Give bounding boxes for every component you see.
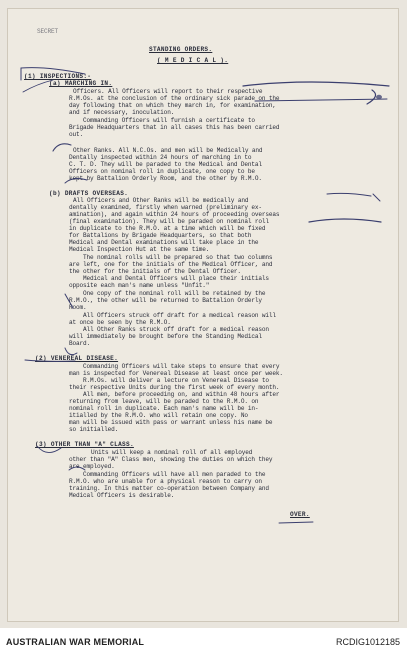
line: All men, before proceeding on, and within 48 hours after xyxy=(83,391,280,398)
line: in duplicate to the R.M.O. at a time which will be fixed xyxy=(69,225,266,232)
line: R.M.Os. will deliver a lecture on Venereal Disease to xyxy=(83,377,269,384)
pencil-annotations xyxy=(7,8,399,622)
line: training. In this matter co-operation between Company and xyxy=(69,485,269,492)
line: for Battalions by Brigade Headquarters, so that both xyxy=(69,232,252,239)
line: Commanding Officers will take steps to ensure that every xyxy=(83,363,280,370)
page-title: STANDING ORDERS. xyxy=(149,46,213,53)
line: Officers on nominal roll in duplicate, one copy to be xyxy=(69,168,255,175)
pencil-stroke xyxy=(279,522,313,523)
line: One copy of the nominal roll will be retained by the xyxy=(83,290,266,297)
line: man will be issued with pass or warrant unless his name be xyxy=(69,419,273,426)
line: nominal roll in duplicate. Each man's name will be in- xyxy=(69,405,259,412)
pencil-stroke xyxy=(65,179,87,183)
line: (b) DRAFTS OVERSEAS. xyxy=(49,190,129,197)
line: itialled by the R.M.O. who will retain one copy. No xyxy=(69,412,248,419)
pencil-stroke xyxy=(65,294,73,308)
line: The nominal rolls will be prepared so that two columns xyxy=(83,254,273,261)
pencil-stroke xyxy=(327,193,371,196)
line: Medical Officers is desirable. xyxy=(69,492,175,499)
pencil-stroke xyxy=(69,467,85,470)
pencil-stroke xyxy=(37,446,61,453)
pencil-stroke xyxy=(65,348,77,355)
record-id: RCDIG1012185 xyxy=(335,637,400,647)
line: Units will keep a nominal roll of all employed xyxy=(91,449,253,456)
line: Medical and Dental examinations will take place in the xyxy=(69,239,259,246)
line: Brigade Headquarters that in all cases this has been carried xyxy=(69,124,280,131)
line: are employed. xyxy=(69,463,115,470)
pencil-stroke xyxy=(23,80,53,92)
line: C. T. D. They will be paraded to the Medical and Dental xyxy=(69,161,262,168)
line: amination), and again within 24 hours of proceeding overseas xyxy=(69,211,280,218)
line: Dentally inspected within 24 hours of marching in to xyxy=(69,154,252,161)
line: (3) OTHER THAN "A" CLASS. xyxy=(35,441,134,448)
line: are left, one for the initials of the Medical Officer, and xyxy=(69,261,273,268)
line: Room. xyxy=(69,304,87,311)
line: R.M.O., the other will be returned to Battalion Orderly xyxy=(69,297,262,304)
document-page xyxy=(7,8,399,622)
line: their respective Units during the first week of every month. xyxy=(69,384,280,391)
line: will immediately be brought before the Standing Medical xyxy=(69,333,262,340)
pencil-stroke xyxy=(255,99,387,101)
line: day following that on which they march in, for examination, xyxy=(69,102,276,109)
pencil-stroke xyxy=(53,144,71,151)
pencil-stroke xyxy=(21,68,85,74)
line: opposite each man's name unless "Unfit." xyxy=(69,282,210,289)
line: All Officers and Other Ranks will be medically and xyxy=(73,197,249,204)
line: other than "A" Class men, showing the duties on which they xyxy=(69,456,273,463)
page-subtitle: ( M E D I C A L ). xyxy=(157,57,229,64)
line: man is inspected for Venereal Disease at least once per week. xyxy=(69,370,283,377)
pencil-stroke xyxy=(25,360,75,361)
pencil-stroke xyxy=(367,90,376,104)
pencil-stroke xyxy=(309,219,381,222)
line: kept by Battalion Orderly Room, and the other by R.M.O. xyxy=(69,175,262,182)
line: R.M.Os. at the conclusion of the ordinary sick parade on the xyxy=(69,95,280,102)
line: (1) INSPECTIONS:- xyxy=(24,73,92,80)
line: R.M.O. who are unable for a physical reason to carry on xyxy=(69,478,262,485)
line: Board. xyxy=(69,340,91,347)
line: and if necessary, inoculation. xyxy=(69,109,175,116)
line: Commanding Officers will have all men paraded to the xyxy=(83,471,266,478)
line: (final examination). They will be paraded on nominal roll xyxy=(69,218,269,225)
stamp-text: SECRET xyxy=(37,28,59,35)
pencil-stroke xyxy=(243,82,389,86)
line: dentally examined, firstly when warned (preliminary ex- xyxy=(69,204,262,211)
line: All Other Ranks struck off draft for a medical reason xyxy=(83,326,269,333)
line: Medical Inspection Hut at the same time. xyxy=(69,246,210,253)
line: at once be seen by the R.M.O. xyxy=(69,319,171,326)
line: Officers. All Officers will report to their respective xyxy=(73,88,263,95)
line: Other Ranks. All N.C.Os. and men will be Medically and xyxy=(73,147,263,154)
line: Commanding Officers will furnish a certificate to xyxy=(83,117,255,124)
over-marker: OVER. xyxy=(290,511,310,518)
archive-name: AUSTRALIAN WAR MEMORIAL xyxy=(6,637,145,647)
footer-bar xyxy=(0,628,407,654)
pencil-stroke xyxy=(373,194,380,201)
line: Medical and Dental Officers will place their initials xyxy=(83,275,269,282)
line: so initialled. xyxy=(69,426,119,433)
line: (a) MARCHING IN. xyxy=(49,80,113,87)
ink-blot xyxy=(376,95,382,99)
line: out. xyxy=(69,131,84,138)
line: All Officers struck off draft for a medical reason will xyxy=(83,312,276,319)
line: (2) VENEREAL DISEASE. xyxy=(35,355,119,362)
line: the other for the initials of the Dental Officer. xyxy=(69,268,241,275)
line: returning from leave, will be paraded to the R.M.O. on xyxy=(69,398,259,405)
